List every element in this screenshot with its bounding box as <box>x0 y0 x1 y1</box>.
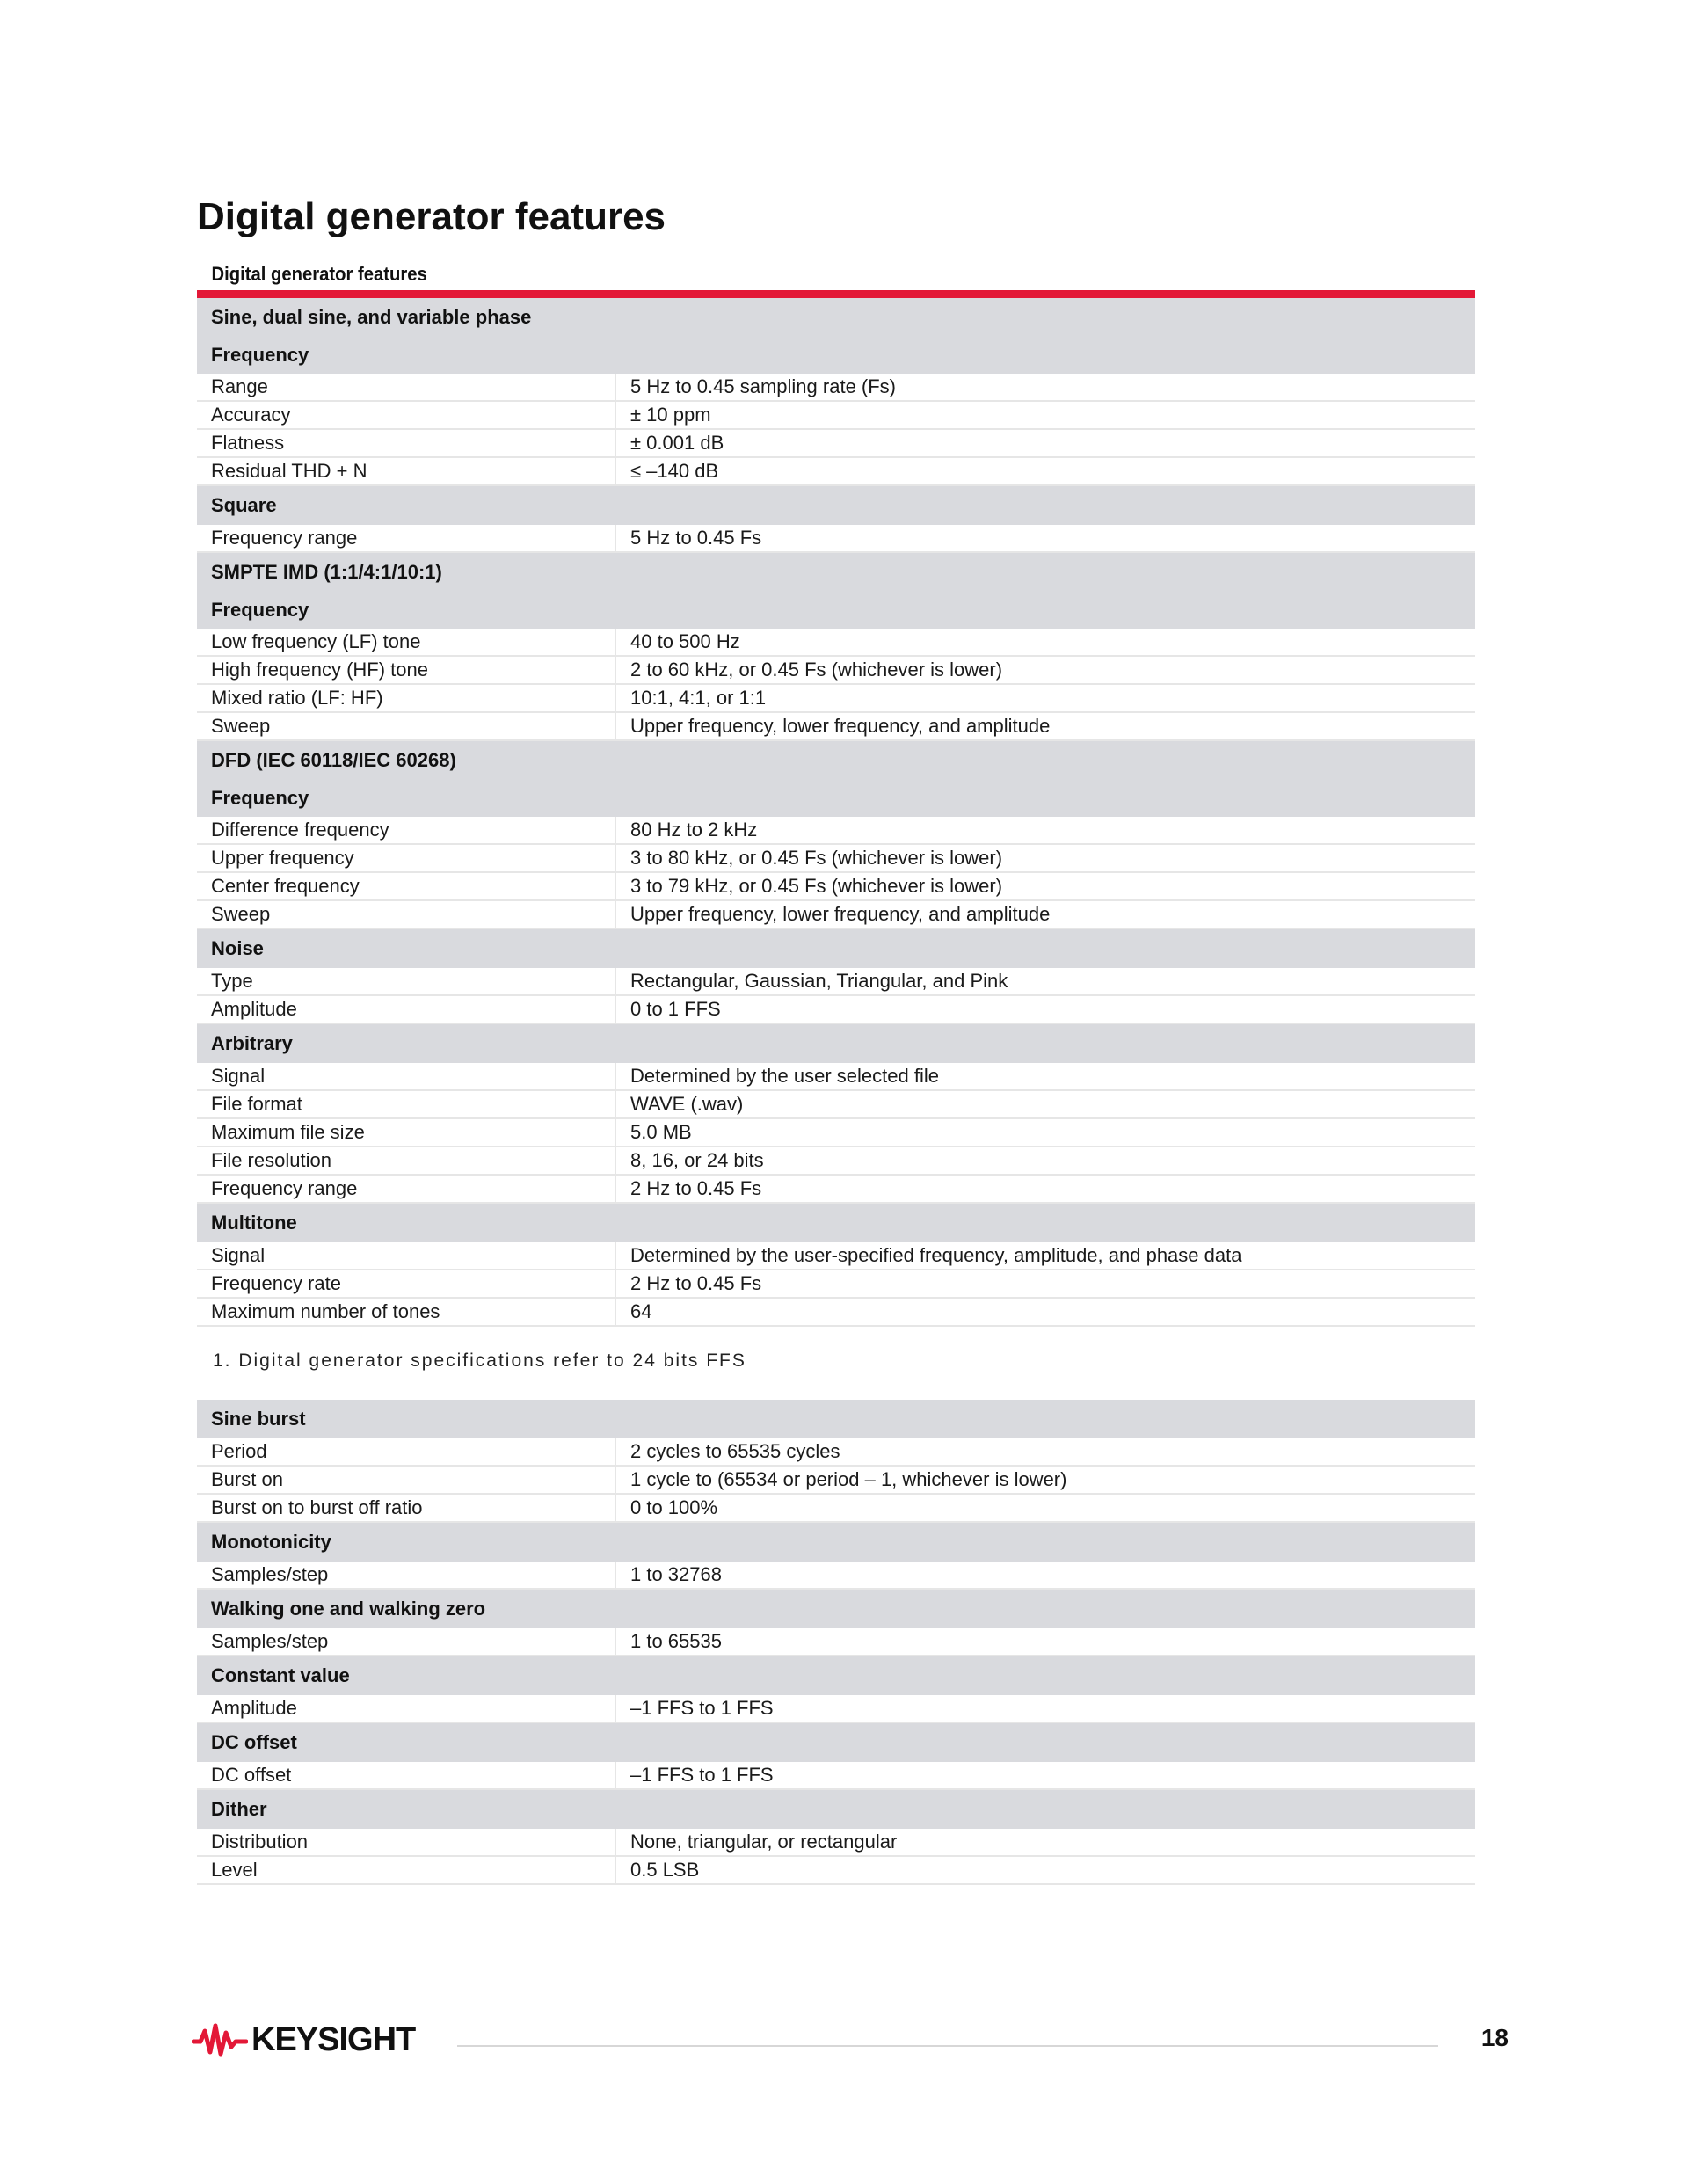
value-cell: Upper frequency, lower frequency, and amplitude <box>615 712 1475 740</box>
section-label: Square <box>197 485 1475 525</box>
value-cell: 5 Hz to 0.45 sampling rate (Fs) <box>615 374 1475 401</box>
table-row <box>197 684 1475 712</box>
table-row <box>197 1494 1475 1522</box>
section-label: Walking one and walking zero <box>197 1589 1475 1628</box>
footer-rule <box>457 2045 1438 2047</box>
section-header-row <box>197 337 1475 374</box>
parameter-cell: Frequency range <box>197 525 615 552</box>
page-number: 18 <box>1481 2024 1509 2051</box>
section-header-row <box>197 1589 1475 1628</box>
section-header-row <box>197 1722 1475 1762</box>
parameter-cell: Maximum number of tones <box>197 1298 615 1326</box>
table-row <box>197 872 1475 900</box>
table-row <box>197 374 1475 401</box>
section-label: Frequency <box>197 592 1475 629</box>
section-header-row <box>197 1789 1475 1829</box>
parameter-cell: High frequency (HF) tone <box>197 656 615 684</box>
value-cell: Determined by the user-specified frequency, amplitude, and phase data <box>615 1242 1475 1270</box>
value-cell: Determined by the user selected file <box>615 1063 1475 1090</box>
section-header-row <box>197 928 1475 968</box>
section-header-row <box>197 1023 1475 1063</box>
section-label: Dither <box>197 1789 1475 1829</box>
table-row <box>197 1695 1475 1722</box>
parameter-cell: Distribution <box>197 1829 615 1856</box>
parameter-cell: Amplitude <box>197 1695 615 1722</box>
section-header-row <box>197 740 1475 780</box>
section-label: Multitone <box>197 1203 1475 1242</box>
section-label: DC offset <box>197 1722 1475 1762</box>
table-row <box>197 525 1475 552</box>
section-label: Monotonicity <box>197 1522 1475 1562</box>
parameter-cell: Samples/step <box>197 1628 615 1656</box>
parameter-cell: Maximum file size <box>197 1118 615 1147</box>
value-cell: 1 to 65535 <box>615 1628 1475 1656</box>
brand-name: KEYSIGHT <box>251 2020 416 2058</box>
parameter-cell: Mixed ratio (LF: HF) <box>197 684 615 712</box>
parameter-cell: Amplitude <box>197 995 615 1023</box>
section-label: Arbitrary <box>197 1023 1475 1063</box>
value-cell: ± 10 ppm <box>615 401 1475 429</box>
table-row <box>197 1298 1475 1326</box>
parameter-cell: Burst on to burst off ratio <box>197 1494 615 1522</box>
parameter-cell: Range <box>197 374 615 401</box>
table-row <box>197 844 1475 872</box>
value-cell: Upper frequency, lower frequency, and amplitude <box>615 900 1475 928</box>
parameter-cell: Residual THD + N <box>197 457 615 485</box>
section-header-row <box>197 1400 1475 1438</box>
section-header-row <box>197 1522 1475 1562</box>
parameter-cell: Difference frequency <box>197 817 615 844</box>
table-row <box>197 629 1475 656</box>
table-row <box>197 1762 1475 1789</box>
value-cell: –1 FFS to 1 FFS <box>615 1762 1475 1789</box>
table-row <box>197 656 1475 684</box>
value-cell: 1 to 32768 <box>615 1562 1475 1589</box>
parameter-cell: Period <box>197 1438 615 1466</box>
table-row <box>197 429 1475 457</box>
parameter-cell: Frequency rate <box>197 1270 615 1298</box>
table-row <box>197 1438 1475 1466</box>
value-cell: 0.5 LSB <box>615 1856 1475 1884</box>
parameter-cell: File resolution <box>197 1147 615 1175</box>
table-row <box>197 1242 1475 1270</box>
parameter-cell: Samples/step <box>197 1562 615 1589</box>
value-cell: 2 Hz to 0.45 Fs <box>615 1270 1475 1298</box>
value-cell: 3 to 80 kHz, or 0.45 Fs (whichever is lower) <box>615 844 1475 872</box>
value-cell: 64 <box>615 1298 1475 1326</box>
parameter-cell: Low frequency (LF) tone <box>197 629 615 656</box>
table-row <box>197 1118 1475 1147</box>
value-cell: 0 to 1 FFS <box>615 995 1475 1023</box>
section-header-row <box>197 592 1475 629</box>
value-cell: 3 to 79 kHz, or 0.45 Fs (whichever is lower) <box>615 872 1475 900</box>
table-row <box>197 1175 1475 1203</box>
section-header-row <box>197 1203 1475 1242</box>
parameter-cell: File format <box>197 1090 615 1118</box>
parameter-cell: Signal <box>197 1242 615 1270</box>
parameter-cell: Type <box>197 968 615 995</box>
value-cell: 80 Hz to 2 kHz <box>615 817 1475 844</box>
parameter-cell: DC offset <box>197 1762 615 1789</box>
table-row <box>197 1090 1475 1118</box>
section-header-row <box>197 485 1475 525</box>
parameter-cell: Upper frequency <box>197 844 615 872</box>
value-cell: 2 cycles to 65535 cycles <box>615 1438 1475 1466</box>
table-row <box>197 401 1475 429</box>
parameter-cell: Accuracy <box>197 401 615 429</box>
section-label: Noise <box>197 928 1475 968</box>
section-header-row <box>197 298 1475 337</box>
parameter-cell: Frequency range <box>197 1175 615 1203</box>
section-label: Sine, dual sine, and variable phase <box>197 298 1475 337</box>
table-row <box>197 1063 1475 1090</box>
section-label: SMPTE IMD (1:1/4:1/10:1) <box>197 552 1475 592</box>
spec-table-features <box>197 298 1475 1327</box>
section-label: Sine burst <box>197 1400 1475 1438</box>
table-row <box>197 1147 1475 1175</box>
section-label: Frequency <box>197 780 1475 817</box>
value-cell: 40 to 500 Hz <box>615 629 1475 656</box>
value-cell: 0 to 100% <box>615 1494 1475 1522</box>
parameter-cell: Signal <box>197 1063 615 1090</box>
parameter-cell: Sweep <box>197 712 615 740</box>
table-row <box>197 1856 1475 1884</box>
section-label: DFD (IEC 60118/IEC 60268) <box>197 740 1475 780</box>
table-row <box>197 968 1475 995</box>
section-header-row <box>197 552 1475 592</box>
parameter-cell: Sweep <box>197 900 615 928</box>
table-row <box>197 1829 1475 1856</box>
table-row <box>197 900 1475 928</box>
table-row <box>197 1628 1475 1656</box>
value-cell: None, triangular, or rectangular <box>615 1829 1475 1856</box>
parameter-cell: Burst on <box>197 1466 615 1494</box>
table-row <box>197 1466 1475 1494</box>
table-row <box>197 457 1475 485</box>
table-row <box>197 1270 1475 1298</box>
value-cell: ± 0.001 dB <box>615 429 1475 457</box>
section-label: Constant value <box>197 1656 1475 1695</box>
value-cell: –1 FFS to 1 FFS <box>615 1695 1475 1722</box>
value-cell: 5.0 MB <box>615 1118 1475 1147</box>
value-cell: Rectangular, Gaussian, Triangular, and Pink <box>615 968 1475 995</box>
section-label: Frequency <box>197 337 1475 374</box>
keysight-logo <box>192 2019 415 2061</box>
value-cell: 5 Hz to 0.45 Fs <box>615 525 1475 552</box>
table-caption: Digital generator features <box>211 263 427 285</box>
value-cell: ≤ –140 dB <box>615 457 1475 485</box>
table-row <box>197 1562 1475 1589</box>
section-header-row <box>197 780 1475 817</box>
keysight-wave-icon <box>192 2022 248 2057</box>
table-header-rule <box>197 290 1475 298</box>
table-row <box>197 712 1475 740</box>
footnote: 1. Digital generator specifications refer to 24 bits FFS <box>213 1350 746 1371</box>
value-cell: 8, 16, or 24 bits <box>615 1147 1475 1175</box>
page-title: Digital generator features <box>197 195 666 238</box>
parameter-cell: Level <box>197 1856 615 1884</box>
value-cell: 1 cycle to (65534 or period – 1, whichever is lower) <box>615 1466 1475 1494</box>
spec-table-modes <box>197 1400 1475 1885</box>
parameter-cell: Center frequency <box>197 872 615 900</box>
table-row <box>197 995 1475 1023</box>
section-header-row <box>197 1656 1475 1695</box>
value-cell: 10:1, 4:1, or 1:1 <box>615 684 1475 712</box>
value-cell: 2 to 60 kHz, or 0.45 Fs (whichever is lower) <box>615 656 1475 684</box>
parameter-cell: Flatness <box>197 429 615 457</box>
value-cell: 2 Hz to 0.45 Fs <box>615 1175 1475 1203</box>
table-row <box>197 817 1475 844</box>
value-cell: WAVE (.wav) <box>615 1090 1475 1118</box>
